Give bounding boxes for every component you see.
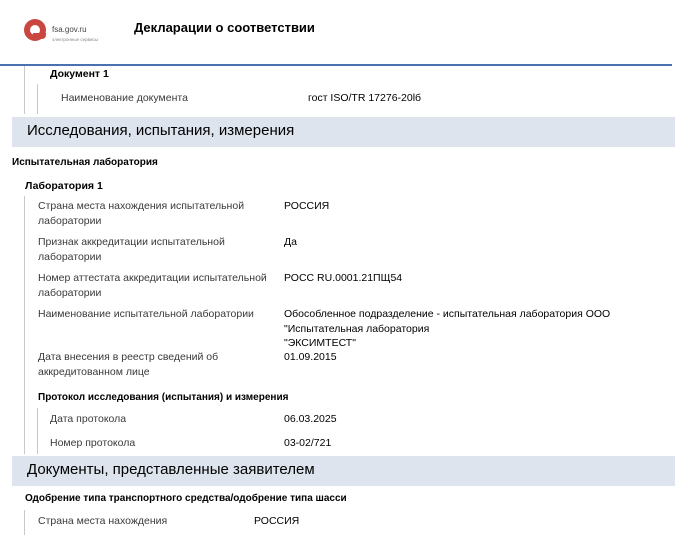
page-title: Декларации о соответствии: [134, 20, 315, 35]
protocol-date-label: Дата протокола: [50, 413, 127, 425]
document-tree-line: [24, 66, 25, 114]
lab-country-label: Страна места нахождения испытательной лаборатории: [38, 200, 245, 227]
protocol-tree-line: [37, 408, 38, 454]
docs-country-label: Страна места нахождения: [38, 515, 168, 527]
lab-country-value: РОССИЯ: [284, 200, 330, 212]
document-heading: Документ 1: [50, 68, 109, 80]
docs-tree-line: [24, 510, 25, 535]
protocol-heading: Протокол исследования (испытания) и измерения: [38, 392, 289, 403]
logo-site-text: fsa.gov.ru: [52, 25, 87, 34]
lab-certificate-value: РОСС RU.0001.21ПЩ54: [284, 272, 403, 284]
lab-name-label: Наименование испытательной лаборатории: [38, 308, 254, 320]
fsa-logo-tail: [33, 33, 46, 39]
section-docs-title: Документы, представленные заявителем: [27, 461, 315, 478]
docs-group-heading: Одобрение типа транспортного средства/одобрение типа шасси: [25, 493, 347, 504]
section-research-title: Исследования, испытания, измерения: [27, 122, 295, 139]
document-name-label: Наименование документа: [61, 92, 188, 104]
section-research-header: [12, 117, 675, 147]
docs-country-value: РОССИЯ: [254, 515, 300, 527]
lab-heading: Лаборатория 1: [25, 180, 103, 192]
section-docs-header: [12, 456, 675, 486]
lab-registry-date-label: Дата внесения в реестр сведений об аккредитованном лице: [38, 351, 219, 378]
lab-certificate-label: Номер аттестата аккредитации испытательной лаборатории: [38, 272, 267, 299]
lab-name-value: Обособленное подразделение - испытательная лаборатория ООО "Испытательная лаборатория "ЭКСИМТЕСТ": [284, 308, 611, 349]
lab-tree-line: [24, 196, 25, 454]
protocol-date-value: 06.03.2025: [284, 413, 337, 425]
section-gap: [14, 147, 675, 152]
document-subtree-line: [37, 84, 38, 114]
lab-registry-date-value: 01.09.2015: [284, 351, 337, 363]
protocol-number-value: 03-02/721: [284, 437, 332, 449]
lab-group-heading: Испытательная лаборатория: [12, 157, 158, 168]
protocol-number-label: Номер протокола: [50, 437, 136, 449]
header-divider: [0, 64, 672, 66]
logo-sub-text: электронные сервисы: [52, 37, 99, 42]
lab-accreditation-label: Признак аккредитации испытательной лаборатории: [38, 236, 225, 263]
section-gap: [14, 486, 675, 491]
lab-accreditation-value: Да: [284, 236, 297, 248]
document-name-value: гост ISO/TR 17276-20lб: [308, 92, 422, 104]
